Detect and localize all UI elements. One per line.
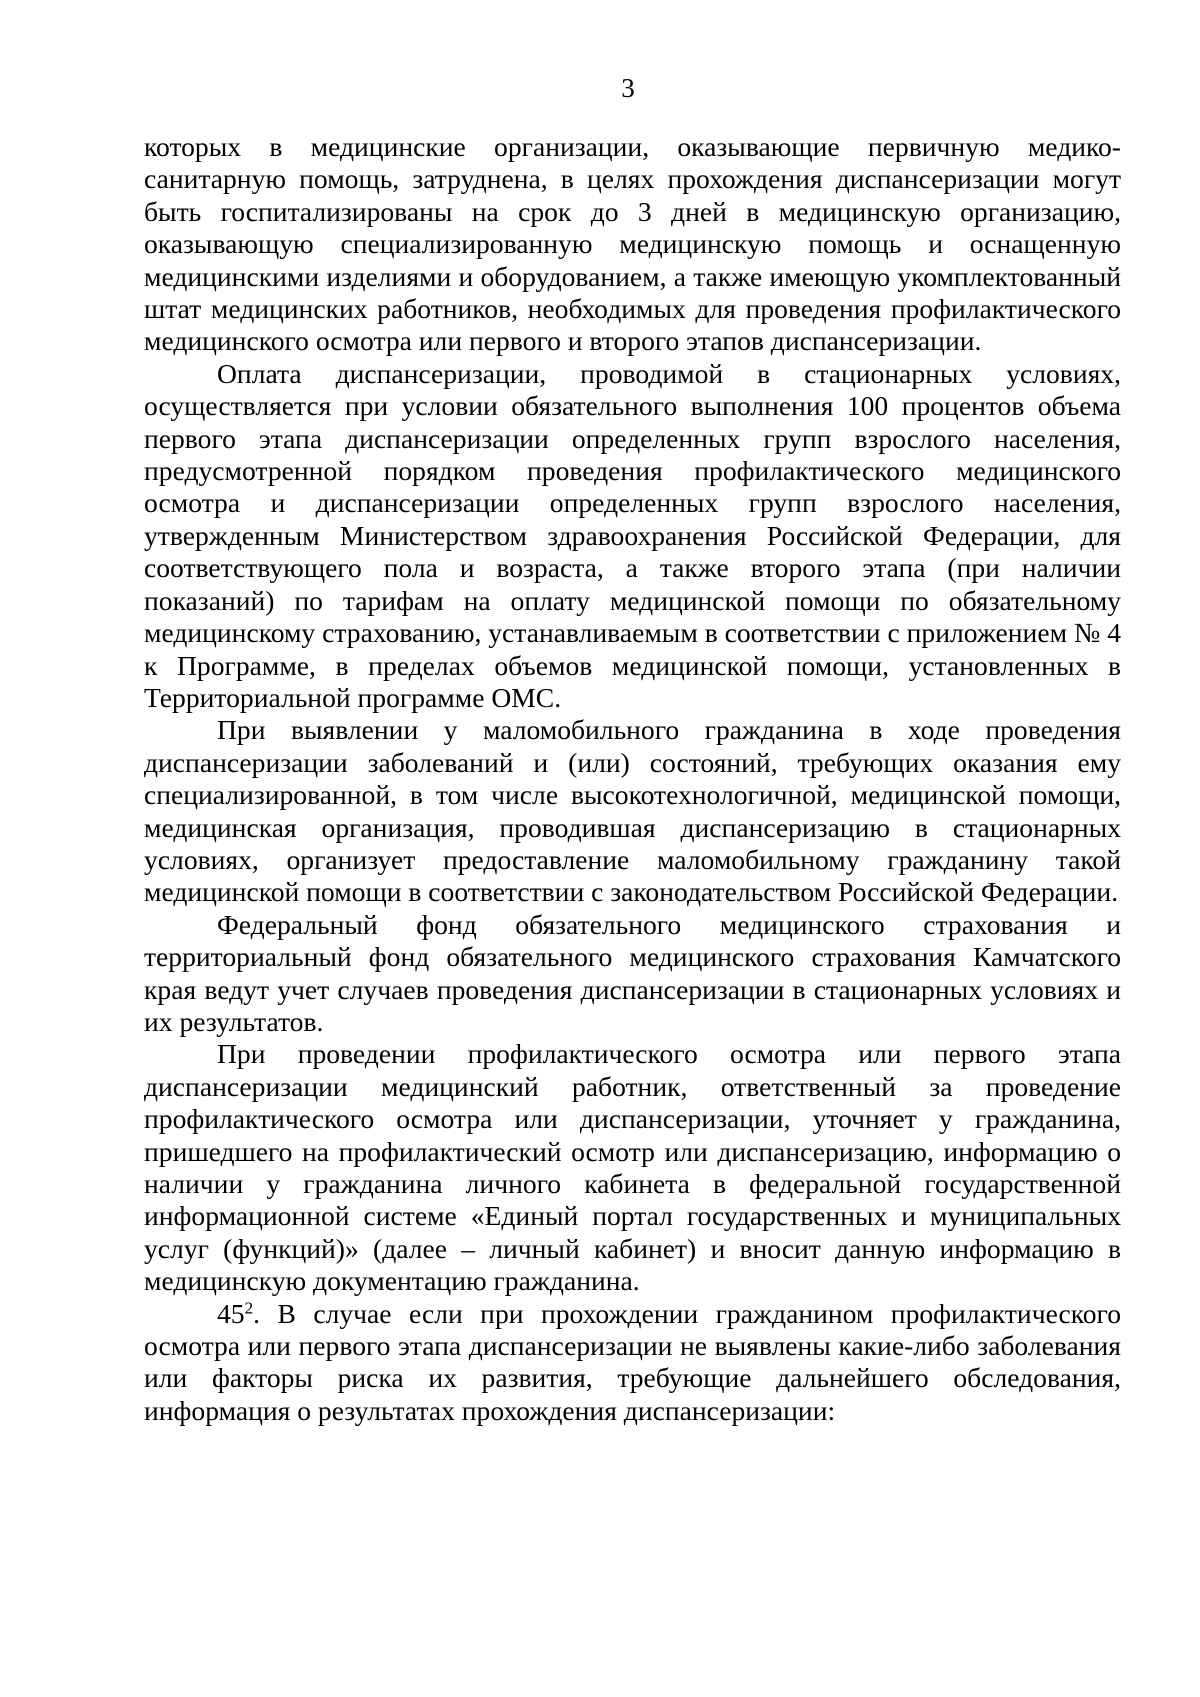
- clause-superscript: 2: [244, 1298, 254, 1318]
- clause-text: . В случае если при прохождении гражданином профилактического осмотра или первого этапа диспансеризации не выявлены какие-либо заболевания или факторы риска их развития, требующие дальнейшего обследования, информация о результатах прохождения диспансеризации:: [144, 1297, 1121, 1426]
- paragraph-personal-account: При проведении профилактического осмотра или первого этапа диспансеризации медицинский работник, ответственный за проведение профилактического осмотра или диспансеризации, уточняет у гражданина, пришедшего на профилактический осмотр или диспансеризацию, информацию о наличии у гражданина личного кабинета в федеральной государственной информационной системе «Единый портал государственных и муниципальных услуг (функций)» (далее – личный кабинет) и вносит данную информацию в медицинскую документацию гражданина.: [144, 1038, 1121, 1297]
- page-number: 3: [621, 73, 635, 103]
- paragraph-clause-45-2: [144, 1298, 1121, 1428]
- paragraph-detection: При выявлении у маломобильного гражданина в ходе проведения диспансеризации заболеваний и (или) состояний, требующих оказания ему специализированной, в том числе высокотехнологичной, медицинской помощи, медицинская организация, проводившая диспансеризацию в стационарных условиях, организует предоставление маломобильному гражданину такой медицинской помощи в соответствии с законодательством Российской Федерации.: [144, 714, 1121, 908]
- paragraph-payment: Оплата диспансеризации, проводимой в стационарных условиях, осуществляется при условии обязательного выполнения 100 процентов объема первого этапа диспансеризации определенных групп взрослого населения, предусмотренной порядком проведения профилактического медицинского осмотра и диспансеризации определенных групп взрослого населения, утвержденным Министерством здравоохранения Российской Федерации, для соответствующего пола и возраста, а также второго этапа (при наличии показаний) по тарифам на оплату медицинской помощи по обязательному медицинскому страхованию, устанавливаемым в соответствии с приложением № 4 к Программе, в пределах объемов медицинской помощи, установленных в Территориальной программе ОМС.: [144, 357, 1121, 713]
- paragraph-fund-accounting: Федеральный фонд обязательного медицинского страхования и территориальный фонд обязательного медицинского страхования Камчатского края ведут учет случаев проведения диспансеризации в стационарных условиях и их результатов.: [144, 908, 1121, 1037]
- document-body: [144, 131, 1121, 1427]
- clause-number: 45: [217, 1297, 245, 1329]
- paragraph-continuation: которых в медицинские организации, оказывающие первичную медико-санитарную помощь, затруднена, в целях прохождения диспансеризации могут быть госпитализированы на срок до 3 дней в медицинскую организацию, оказывающую специализированную медицинскую помощь и оснащенную медицинскими изделиями и оборудованием, а также имеющую укомплектованный штат медицинских работников, необходимых для проведения профилактического медицинского осмотра или первого и второго этапов диспансеризации.: [144, 131, 1121, 357]
